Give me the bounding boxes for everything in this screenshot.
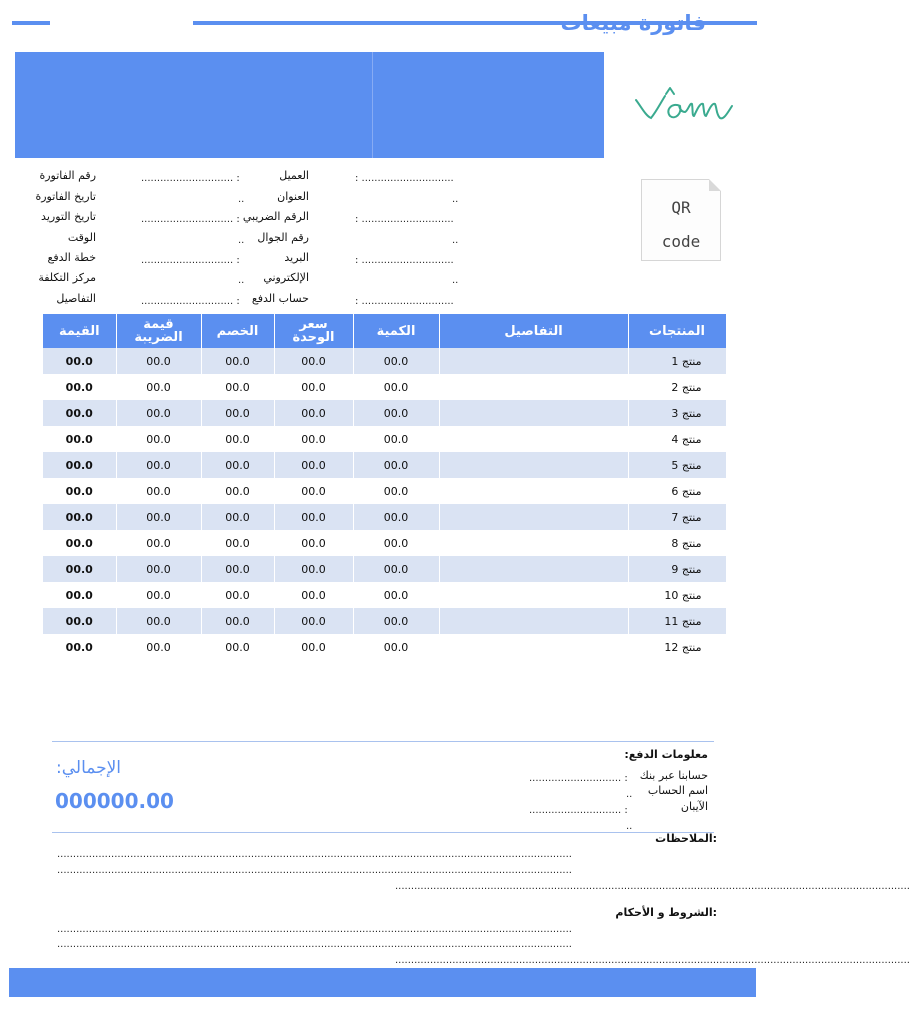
cell-unit-price: 00.0 <box>274 348 353 374</box>
cell-discount: 00.0 <box>201 608 274 634</box>
table-row <box>43 530 726 556</box>
items-table <box>43 314 727 660</box>
cell-tax: 00.0 <box>116 348 201 374</box>
cell-quantity: 00.0 <box>353 426 439 452</box>
cell-product: منتج 10 <box>628 582 726 608</box>
table-row <box>43 452 726 478</box>
cell-discount: 00.0 <box>201 478 274 504</box>
cell-total: 00.0 <box>43 478 116 504</box>
col-header-details: التفاصيل <box>439 314 628 348</box>
invoice-number-value[interactable]: ............................. : <box>141 173 240 184</box>
cell-details <box>439 582 628 608</box>
cell-total: 00.0 <box>43 608 116 634</box>
cell-quantity: 00.0 <box>353 452 439 478</box>
header-rule-left <box>12 21 50 25</box>
account-name-label: اسم الحساب <box>647 784 708 797</box>
cell-discount: 00.0 <box>201 374 274 400</box>
footer-band <box>9 968 756 997</box>
bank-label: حسابنا عبر بنك <box>639 769 708 782</box>
extra-payment-value[interactable]: .. <box>626 821 633 832</box>
cell-product: منتج 6 <box>628 478 726 504</box>
cell-unit-price: 00.0 <box>274 452 353 478</box>
mobile-label: رقم الجوال <box>257 231 309 244</box>
col-header-tax: قيمة الضريبة <box>116 314 201 348</box>
table-row <box>43 348 726 374</box>
grand-total-value: 000000.00 <box>55 789 174 813</box>
cell-quantity: 00.0 <box>353 530 439 556</box>
cell-product: منتج 12 <box>628 634 726 660</box>
cell-details <box>439 634 628 660</box>
table-row <box>43 374 726 400</box>
cost-center-value[interactable]: .. <box>238 275 245 286</box>
company-logo <box>632 82 736 128</box>
cell-details <box>439 452 628 478</box>
cell-tax: 00.0 <box>116 426 201 452</box>
cell-tax: 00.0 <box>116 556 201 582</box>
cell-details <box>439 374 628 400</box>
time-value[interactable]: .. <box>238 235 245 246</box>
electronic-label: الإلكتروني <box>263 271 309 284</box>
notes-title: :الملاحظات <box>655 832 717 845</box>
supply-date-value[interactable]: ............................. : <box>141 214 240 225</box>
time-label: الوقت <box>67 231 96 244</box>
cell-discount: 00.0 <box>201 348 274 374</box>
iban-label: الآيبان <box>680 800 708 813</box>
cell-product: منتج 3 <box>628 400 726 426</box>
table-row <box>43 556 726 582</box>
cell-discount: 00.0 <box>201 504 274 530</box>
qr-label-line1: QR <box>671 198 691 217</box>
email-label: البريد <box>284 251 309 264</box>
email-value[interactable]: : ............................. <box>355 255 454 266</box>
cell-unit-price: 00.0 <box>274 478 353 504</box>
bank-value[interactable]: ............................. : <box>529 773 628 784</box>
cell-total: 00.0 <box>43 426 116 452</box>
cell-quantity: 00.0 <box>353 608 439 634</box>
cell-details <box>439 400 628 426</box>
invoice-title: فاتورة مبيعات <box>560 11 706 35</box>
grand-total-label: الإجمالي: <box>56 758 122 778</box>
account-name-value[interactable]: .. <box>626 789 633 800</box>
cell-quantity: 00.0 <box>353 504 439 530</box>
table-body <box>43 348 726 660</box>
cell-details <box>439 348 628 374</box>
cell-unit-price: 00.0 <box>274 426 353 452</box>
col-header-total: القيمة <box>43 314 116 348</box>
cell-product: منتج 5 <box>628 452 726 478</box>
iban-value[interactable]: ............................. : <box>529 805 628 816</box>
cell-details <box>439 556 628 582</box>
table-row <box>43 426 726 452</box>
invoice-date-label: تاريخ الفاتورة <box>35 190 96 203</box>
cell-details <box>439 530 628 556</box>
cell-total: 00.0 <box>43 374 116 400</box>
cell-details <box>439 478 628 504</box>
cell-unit-price: 00.0 <box>274 530 353 556</box>
cell-unit-price: 00.0 <box>274 634 353 660</box>
customer-value[interactable]: : ............................. <box>355 173 454 184</box>
cell-tax: 00.0 <box>116 478 201 504</box>
cell-quantity: 00.0 <box>353 374 439 400</box>
cell-tax: 00.0 <box>116 530 201 556</box>
col-header-discount: الخصم <box>201 314 274 348</box>
cell-product: منتج 1 <box>628 348 726 374</box>
cell-tax: 00.0 <box>116 608 201 634</box>
table-row <box>43 400 726 426</box>
cell-quantity: 00.0 <box>353 400 439 426</box>
electronic-value[interactable]: .. <box>452 275 459 286</box>
cell-discount: 00.0 <box>201 426 274 452</box>
summary-top-rule <box>52 741 714 742</box>
cell-discount: 00.0 <box>201 530 274 556</box>
details-label: التفاصيل <box>56 292 96 305</box>
cell-quantity: 00.0 <box>353 556 439 582</box>
cell-total: 00.0 <box>43 556 116 582</box>
cell-total: 00.0 <box>43 348 116 374</box>
invoice-date-value[interactable]: .. <box>238 194 245 205</box>
invoice-number-label: رقم الفاتورة <box>39 169 96 182</box>
cell-unit-price: 00.0 <box>274 582 353 608</box>
table-row <box>43 504 726 530</box>
col-header-products: المنتجات <box>628 314 726 348</box>
cell-discount: 00.0 <box>201 634 274 660</box>
qr-page-fold <box>709 179 721 191</box>
cell-details <box>439 608 628 634</box>
terms-line-2[interactable]: .................................................................................................................................................................. <box>57 939 572 950</box>
cell-total: 00.0 <box>43 530 116 556</box>
terms-title: :الشروط و الأحكام <box>615 906 717 919</box>
cell-product: منتج 2 <box>628 374 726 400</box>
notes-line-2[interactable]: .................................................................................................................................................................. <box>57 865 572 876</box>
header-band <box>15 52 604 158</box>
cell-unit-price: 00.0 <box>274 556 353 582</box>
table-row <box>43 582 726 608</box>
notes-line-1[interactable]: .................................................................................................................................................................. <box>57 849 572 860</box>
payment-account-label: حساب الدفع <box>251 292 309 305</box>
cell-unit-price: 00.0 <box>274 400 353 426</box>
cell-total: 00.0 <box>43 634 116 660</box>
cell-tax: 00.0 <box>116 452 201 478</box>
cell-quantity: 00.0 <box>353 348 439 374</box>
mobile-value[interactable]: .. <box>452 235 459 246</box>
terms-line-3[interactable]: .................................................................................................................................................................. <box>395 955 910 966</box>
cell-discount: 00.0 <box>201 452 274 478</box>
header-band-divider <box>372 52 373 158</box>
supply-date-label: تاريخ التوريد <box>41 210 96 223</box>
tax-number-label: الرقم الضريبي <box>242 210 309 223</box>
details-value[interactable]: ............................. : <box>141 296 240 307</box>
cell-details <box>439 426 628 452</box>
cell-total: 00.0 <box>43 400 116 426</box>
cell-tax: 00.0 <box>116 582 201 608</box>
cell-total: 00.0 <box>43 582 116 608</box>
col-header-quantity: الكمية <box>353 314 439 348</box>
table-row <box>43 608 726 634</box>
cell-product: منتج 8 <box>628 530 726 556</box>
cost-center-label: مركز التكلفة <box>38 271 96 284</box>
cell-unit-price: 00.0 <box>274 608 353 634</box>
cell-unit-price: 00.0 <box>274 374 353 400</box>
col-header-unit-price: سعر الوحدة <box>274 314 353 348</box>
cell-product: منتج 11 <box>628 608 726 634</box>
customer-label: العميل <box>279 169 309 182</box>
notes-line-3[interactable]: .................................................................................................................................................................. <box>395 881 910 892</box>
address-label: العنوان <box>277 190 309 203</box>
payment-plan-label: خطة الدفع <box>47 251 96 264</box>
cell-discount: 00.0 <box>201 556 274 582</box>
cell-quantity: 00.0 <box>353 478 439 504</box>
cell-quantity: 00.0 <box>353 582 439 608</box>
cell-total: 00.0 <box>43 504 116 530</box>
table-row <box>43 634 726 660</box>
cell-unit-price: 00.0 <box>274 504 353 530</box>
cell-product: منتج 4 <box>628 426 726 452</box>
notes-top-rule <box>52 832 714 833</box>
qr-code-placeholder <box>641 179 721 261</box>
terms-line-1[interactable]: .................................................................................................................................................................. <box>57 924 572 935</box>
qr-label-line2: code <box>661 232 701 251</box>
payment-account-value[interactable]: : ............................. <box>355 296 454 307</box>
cell-quantity: 00.0 <box>353 634 439 660</box>
tax-number-value[interactable]: : ............................. <box>355 214 454 225</box>
cell-tax: 00.0 <box>116 400 201 426</box>
cell-product: منتج 9 <box>628 556 726 582</box>
cell-tax: 00.0 <box>116 634 201 660</box>
cell-details <box>439 504 628 530</box>
cell-total: 00.0 <box>43 452 116 478</box>
cell-product: منتج 7 <box>628 504 726 530</box>
cell-tax: 00.0 <box>116 374 201 400</box>
payment-info-title: معلومات الدفع: <box>624 748 708 761</box>
table-row <box>43 478 726 504</box>
cell-tax: 00.0 <box>116 504 201 530</box>
address-value[interactable]: .. <box>452 194 459 205</box>
payment-plan-value[interactable]: ............................. : <box>141 255 240 266</box>
table-header-row <box>43 314 726 348</box>
cell-discount: 00.0 <box>201 400 274 426</box>
cell-discount: 00.0 <box>201 582 274 608</box>
